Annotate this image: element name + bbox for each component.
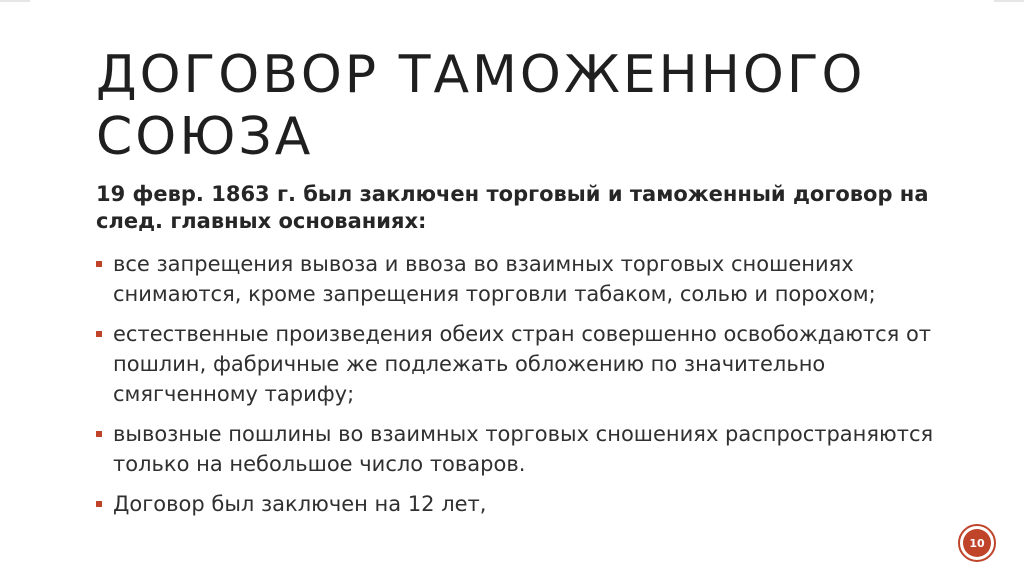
bullet-item: [96, 489, 946, 519]
corner-decoration-right: [994, 0, 1024, 2]
bullet-item: [96, 319, 946, 409]
page-number: 10: [963, 529, 991, 557]
intro-text: 19 февр. 1863 г. был заключен торговый и таможенный договор на след. главных основаниях:: [96, 182, 929, 233]
bullet-text: все запрещения вывоза и ввоза во взаимных торговых сношениях снимаются, кроме запрещения торговли табаком, солью и порохом;: [113, 252, 876, 306]
page-number-badge: [958, 524, 996, 562]
bullet-item: [96, 419, 946, 479]
corner-decoration-left: [0, 0, 30, 2]
bullet-item: [96, 249, 946, 309]
square-bullet-icon: [96, 501, 102, 507]
bullet-text: Договор был заключен на 12 лет,: [113, 492, 487, 516]
square-bullet-icon: [96, 431, 102, 437]
bullet-text: естественные произведения обеих стран совершенно освобождаются от пошлин, фабричные же подлежать обложению по значительно смягченному тарифу;: [113, 322, 932, 406]
bullet-list: [96, 249, 946, 529]
square-bullet-icon: [96, 261, 102, 267]
slide-title: ДОГОВОР ТАМОЖЕННОГО СОЮЗА: [96, 45, 866, 167]
bullet-text: вывозные пошлины во взаимных торговых сношениях распространяются только на небольшое число товаров.: [113, 422, 934, 476]
square-bullet-icon: [96, 331, 102, 337]
